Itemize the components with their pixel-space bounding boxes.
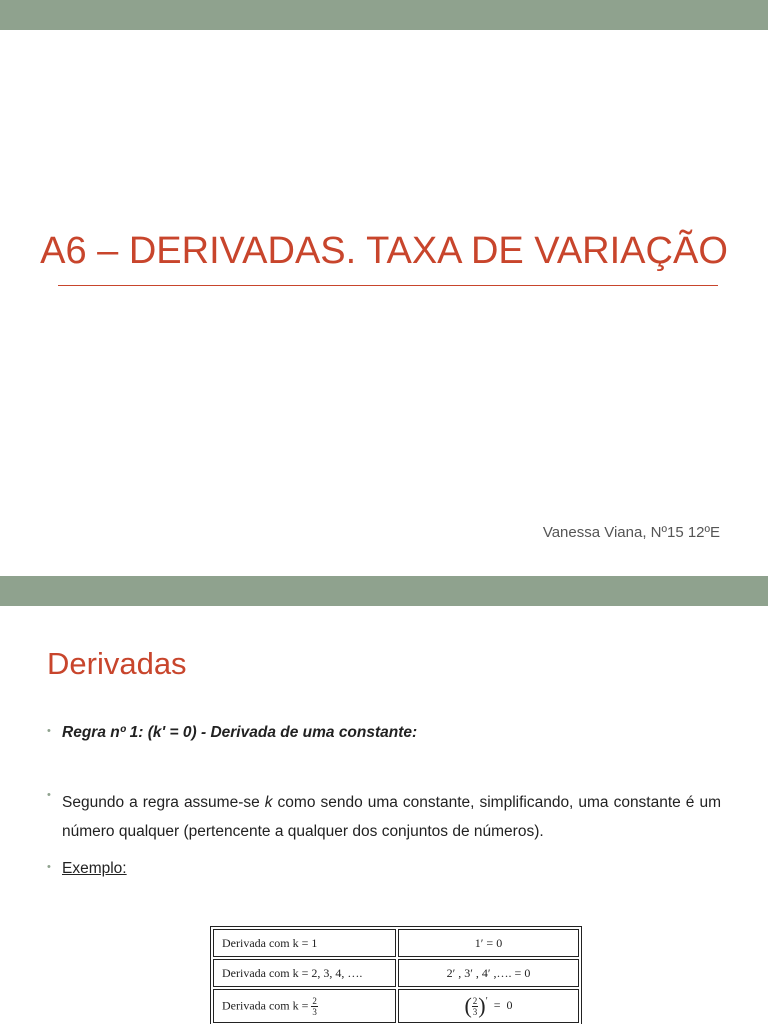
slide-separator-band bbox=[0, 576, 768, 606]
fraction-denominator: 3 bbox=[472, 1006, 478, 1017]
table-row bbox=[213, 959, 579, 987]
table-cell-result bbox=[398, 989, 579, 1023]
fraction-denominator: 3 bbox=[312, 1006, 317, 1017]
bullet-dot-icon: • bbox=[47, 861, 51, 873]
content-slide bbox=[0, 606, 768, 1024]
label-text: Derivada com k = bbox=[222, 997, 312, 1012]
table-cell-result: 2′ , 3′ , 4′ ,…. = 0 bbox=[398, 959, 579, 987]
author-subtitle: Vanessa Viana, Nº15 12ºE bbox=[542, 524, 720, 541]
paren-open: ( bbox=[464, 993, 472, 1018]
slide-title: A6 – DERIVADAS. TAXA DE VARIAÇÃO bbox=[40, 230, 728, 272]
explanation-pre: Segundo a regra assume-se bbox=[62, 794, 265, 811]
result-equals: = 0 bbox=[487, 997, 513, 1012]
explanation-variable: k bbox=[264, 794, 273, 811]
bullet-dot-icon: • bbox=[47, 789, 51, 801]
table-cell-label: Derivada com k = 1 bbox=[213, 929, 396, 957]
explanation-post: como sendo uma constante, simplificando, uma constante é um número qualquer (pertencente a qualquer dos conjuntos de números). bbox=[62, 794, 721, 840]
table-cell-label: Derivada com k = 2, 3, 4, …. bbox=[213, 959, 396, 987]
example-label: Exemplo: bbox=[62, 860, 127, 877]
explanation-text bbox=[62, 788, 721, 846]
table-row bbox=[213, 989, 579, 1023]
fraction bbox=[311, 996, 318, 1017]
derivative-example-table bbox=[210, 926, 582, 1024]
top-band bbox=[0, 0, 768, 30]
paren-close: ) bbox=[478, 993, 486, 1018]
title-slide bbox=[0, 30, 768, 576]
prime-mark: ′ bbox=[485, 995, 488, 1007]
table-cell-label bbox=[213, 989, 396, 1023]
table-row bbox=[213, 929, 579, 957]
fraction-numerator: 2 bbox=[472, 995, 478, 1006]
title-underline bbox=[58, 285, 718, 286]
fraction-numerator: 2 bbox=[312, 995, 317, 1006]
rule-text: Regra nº 1: (k' = 0) - Derivada de uma constante: bbox=[62, 724, 418, 741]
slide-heading: Derivadas bbox=[47, 646, 187, 681]
bullet-dot-icon: • bbox=[47, 725, 51, 737]
table-cell-result: 1′ = 0 bbox=[398, 929, 579, 957]
